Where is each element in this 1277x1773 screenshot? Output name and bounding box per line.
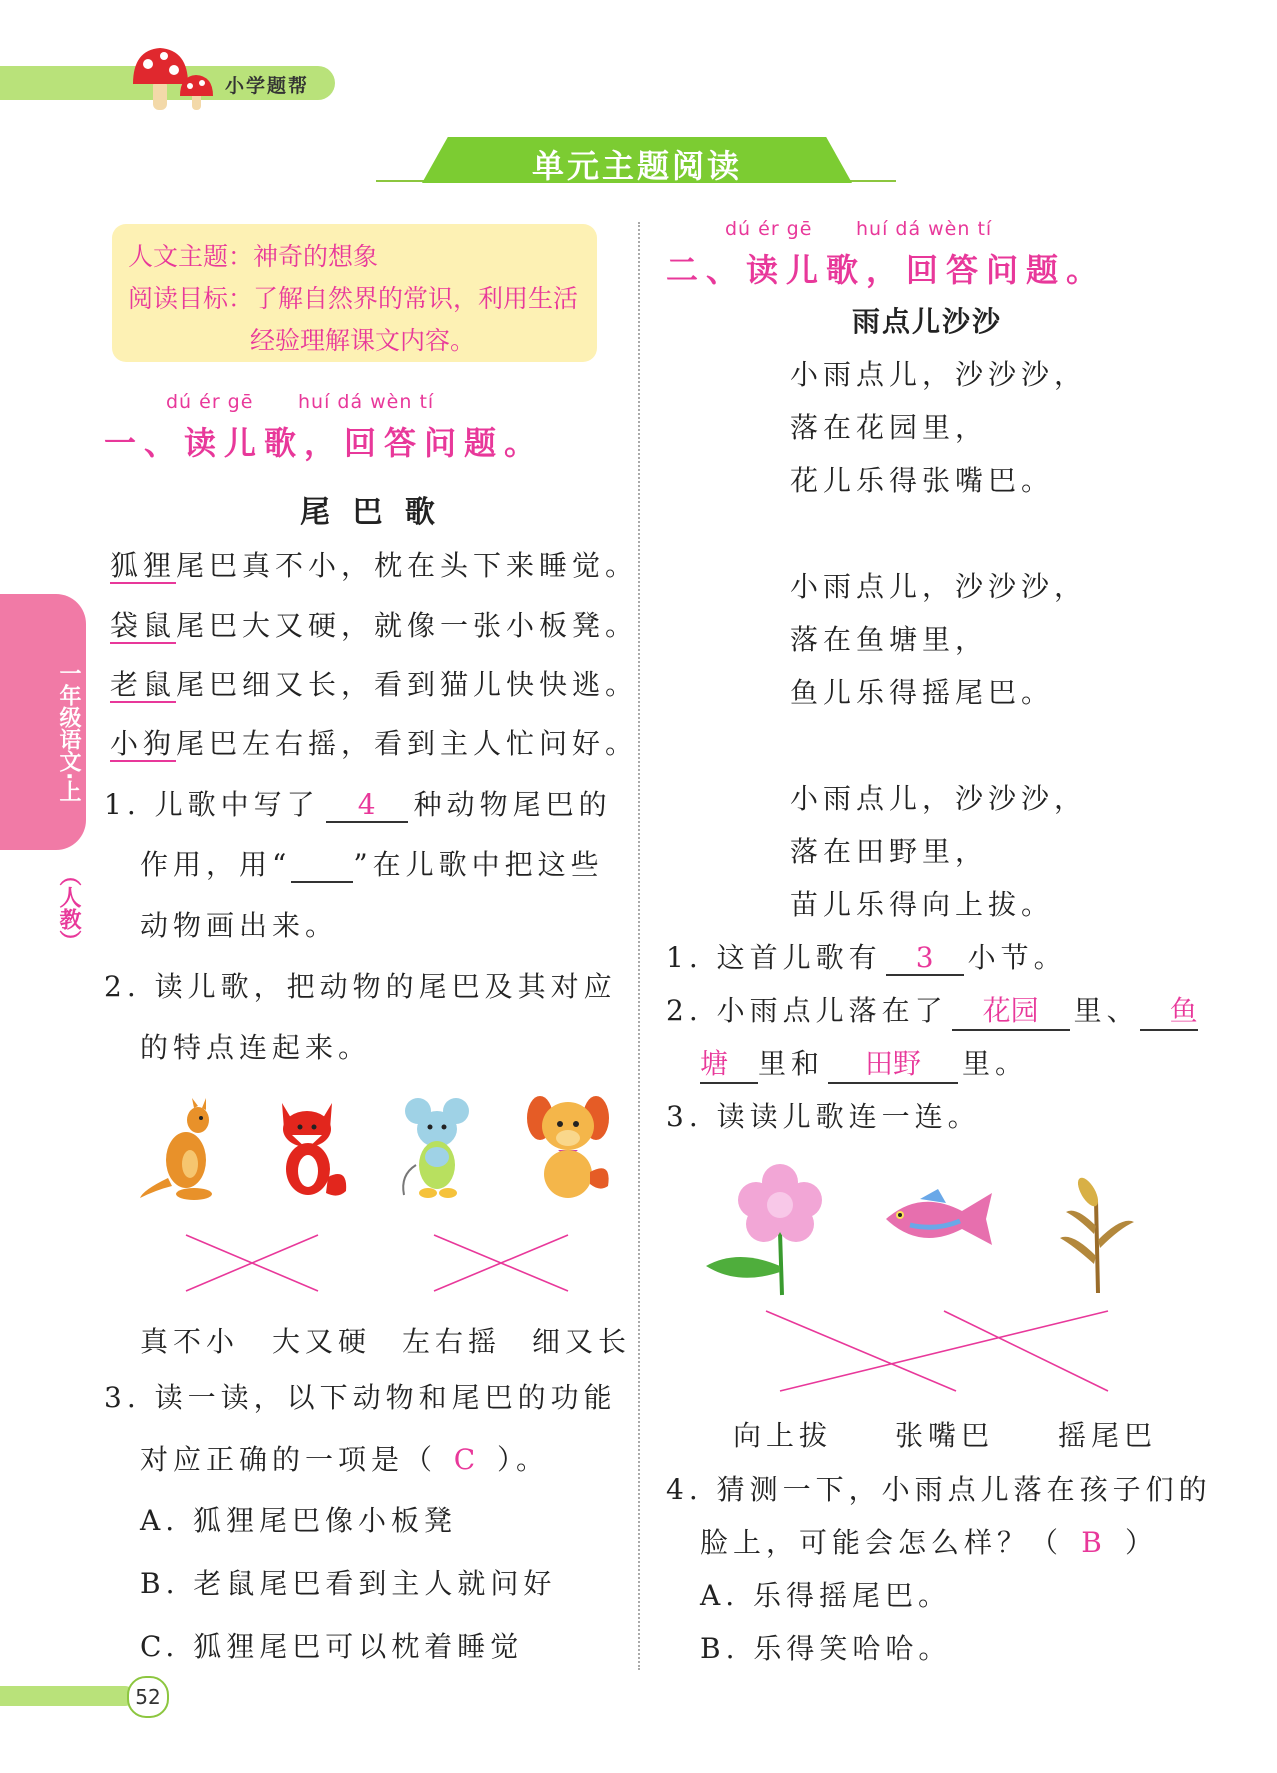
brand-label: 小学题帮 xyxy=(225,75,310,97)
match-3: 摇尾巴 xyxy=(1058,1419,1158,1452)
s2-question-2b: 塘 里和 田野 里。 xyxy=(700,1042,1028,1084)
s1-question-2a: 2. 读儿歌，把动物的尾巴及其对应 xyxy=(104,970,617,1003)
section1-heading: 一、读儿歌，回答问题。 xyxy=(104,424,545,462)
flower-icon xyxy=(698,1162,823,1297)
poem1-line-2: 袋鼠尾巴大又硬，就像一张小板凳。 xyxy=(110,609,639,642)
animal-dog: 小狗 xyxy=(110,727,177,760)
s1-question-3a: 3. 读一读，以下动物和尾巴的功能 xyxy=(104,1381,617,1414)
s1-question-3b: 对应正确的一项是（ C ）。 xyxy=(140,1443,550,1476)
s2-question-1: 1. 这首儿歌有 3 小节。 xyxy=(666,941,1067,974)
s2-q2-answer-3: 田野 xyxy=(828,1042,958,1084)
stanza3-line3: 苗儿乐得向上拔。 xyxy=(790,888,1055,921)
poem2-title: 雨点儿沙沙 xyxy=(852,305,1003,338)
pinyin-1b: huí dá wèn tí xyxy=(298,391,435,413)
s1-question-1c: 动物画出来。 xyxy=(140,909,339,942)
s1-question-1a: 1. 儿歌中写了 4 种动物尾巴的 xyxy=(104,788,612,821)
s2-q4-answer: B xyxy=(1081,1526,1107,1559)
mouse-icon xyxy=(398,1095,480,1203)
s1-q1-answer: 4 xyxy=(326,788,408,823)
s1-option-a: A. 狐狸尾巴像小板凳 xyxy=(140,1504,458,1537)
s1-option-b: B. 老鼠尾巴看到主人就问好 xyxy=(140,1567,557,1600)
feature-4: 细又长 xyxy=(532,1325,632,1358)
poem1-line-3: 老鼠尾巴细又长，看到猫儿快快逃。 xyxy=(110,668,639,701)
stanza3-line2: 落在田野里， xyxy=(790,835,989,868)
stanza1-line1: 小雨点儿，沙沙沙， xyxy=(790,358,1088,391)
s2-option-b: B. 乐得笑哈哈。 xyxy=(700,1632,952,1665)
section2-heading: 二、读儿歌，回答问题。 xyxy=(666,251,1107,289)
stanza2-line1: 小雨点儿，沙沙沙， xyxy=(790,570,1088,603)
stanza1-line2: 落在花园里， xyxy=(790,411,989,444)
s1-match-lines xyxy=(170,1225,600,1295)
page-number: 52 xyxy=(127,1676,169,1718)
stanza1-line3: 花儿乐得张嘴巴。 xyxy=(790,464,1055,497)
stanza2-line3: 鱼儿乐得摇尾巴。 xyxy=(790,676,1055,709)
poem1-line-1: 狐狸尾巴真不小，枕在头下来睡觉。 xyxy=(110,549,639,582)
s2-question-2a: 2. 小雨点儿落在了 花园 里、 鱼 xyxy=(666,989,1198,1031)
s1-option-c: C. 狐狸尾巴可以枕着睡觉 xyxy=(140,1630,524,1663)
stanza3-line1: 小雨点儿，沙沙沙， xyxy=(790,782,1088,815)
animal-kangaroo: 袋鼠 xyxy=(110,609,177,642)
match-1: 向上拔 xyxy=(733,1419,833,1452)
s1-question-1b: 作用，用“ ”在儿歌中把这些 xyxy=(140,848,604,881)
fox-icon xyxy=(272,1095,350,1203)
mushroom-icon xyxy=(128,42,223,114)
pinyin-2a: dú ér gē xyxy=(725,218,813,240)
kangaroo-icon xyxy=(138,1098,223,1203)
feature-3: 左右摇 xyxy=(402,1325,502,1358)
animal-mouse: 老鼠 xyxy=(110,668,177,701)
column-divider xyxy=(638,222,640,1670)
s1-question-2b: 的特点连起来。 xyxy=(140,1031,372,1064)
s2-q1-answer: 3 xyxy=(886,941,964,976)
side-tab-edition: （人教） xyxy=(56,864,81,952)
pinyin-1a: dú ér gē xyxy=(166,391,254,413)
feature-1: 真不小 xyxy=(140,1325,240,1358)
footer-bar xyxy=(0,1686,135,1706)
side-tab-grade: 一年级语文·上 xyxy=(56,662,81,803)
s2-option-a: A. 乐得摇尾巴。 xyxy=(700,1579,952,1612)
s2-question-4a: 4. 猜测一下，小雨点儿落在孩子们的 xyxy=(666,1473,1212,1506)
s2-q2-answer-1: 花园 xyxy=(952,989,1070,1031)
seedling-icon xyxy=(1058,1170,1138,1295)
s2-q2-answer-2a: 鱼 xyxy=(1140,989,1198,1031)
humanities-theme: 人文主题：神奇的想象 xyxy=(128,242,379,271)
poem1-title: 尾 巴 歌 xyxy=(300,495,441,530)
fish-icon xyxy=(880,1185,1000,1255)
poem1-line-4: 小狗尾巴左右摇，看到主人忙问好。 xyxy=(110,727,639,760)
s2-question-3: 3. 读读儿歌连一连。 xyxy=(666,1100,981,1133)
s2-question-4b: 脸上，可能会怎么样？（ B ） xyxy=(700,1526,1159,1559)
pinyin-2b: huí dá wèn tí xyxy=(856,218,993,240)
stanza2-line2: 落在鱼塘里， xyxy=(790,623,989,656)
s2-match-lines xyxy=(760,1305,1120,1395)
unit-banner-title: 单元主题阅读 xyxy=(531,147,742,185)
reading-goal: 阅读目标：了解自然界的常识，利用生活 xyxy=(128,284,579,313)
feature-2: 大又硬 xyxy=(272,1325,372,1358)
s1-q3-answer: C xyxy=(453,1443,481,1476)
match-2: 张嘴巴 xyxy=(895,1419,995,1452)
animal-fox: 狐狸 xyxy=(110,549,177,582)
s1-q1-blank xyxy=(291,855,353,883)
s2-q2-answer-2b: 塘 xyxy=(700,1042,758,1084)
puppy-icon xyxy=(524,1088,614,1203)
reading-goal-cont: 经验理解课文内容。 xyxy=(250,326,476,355)
